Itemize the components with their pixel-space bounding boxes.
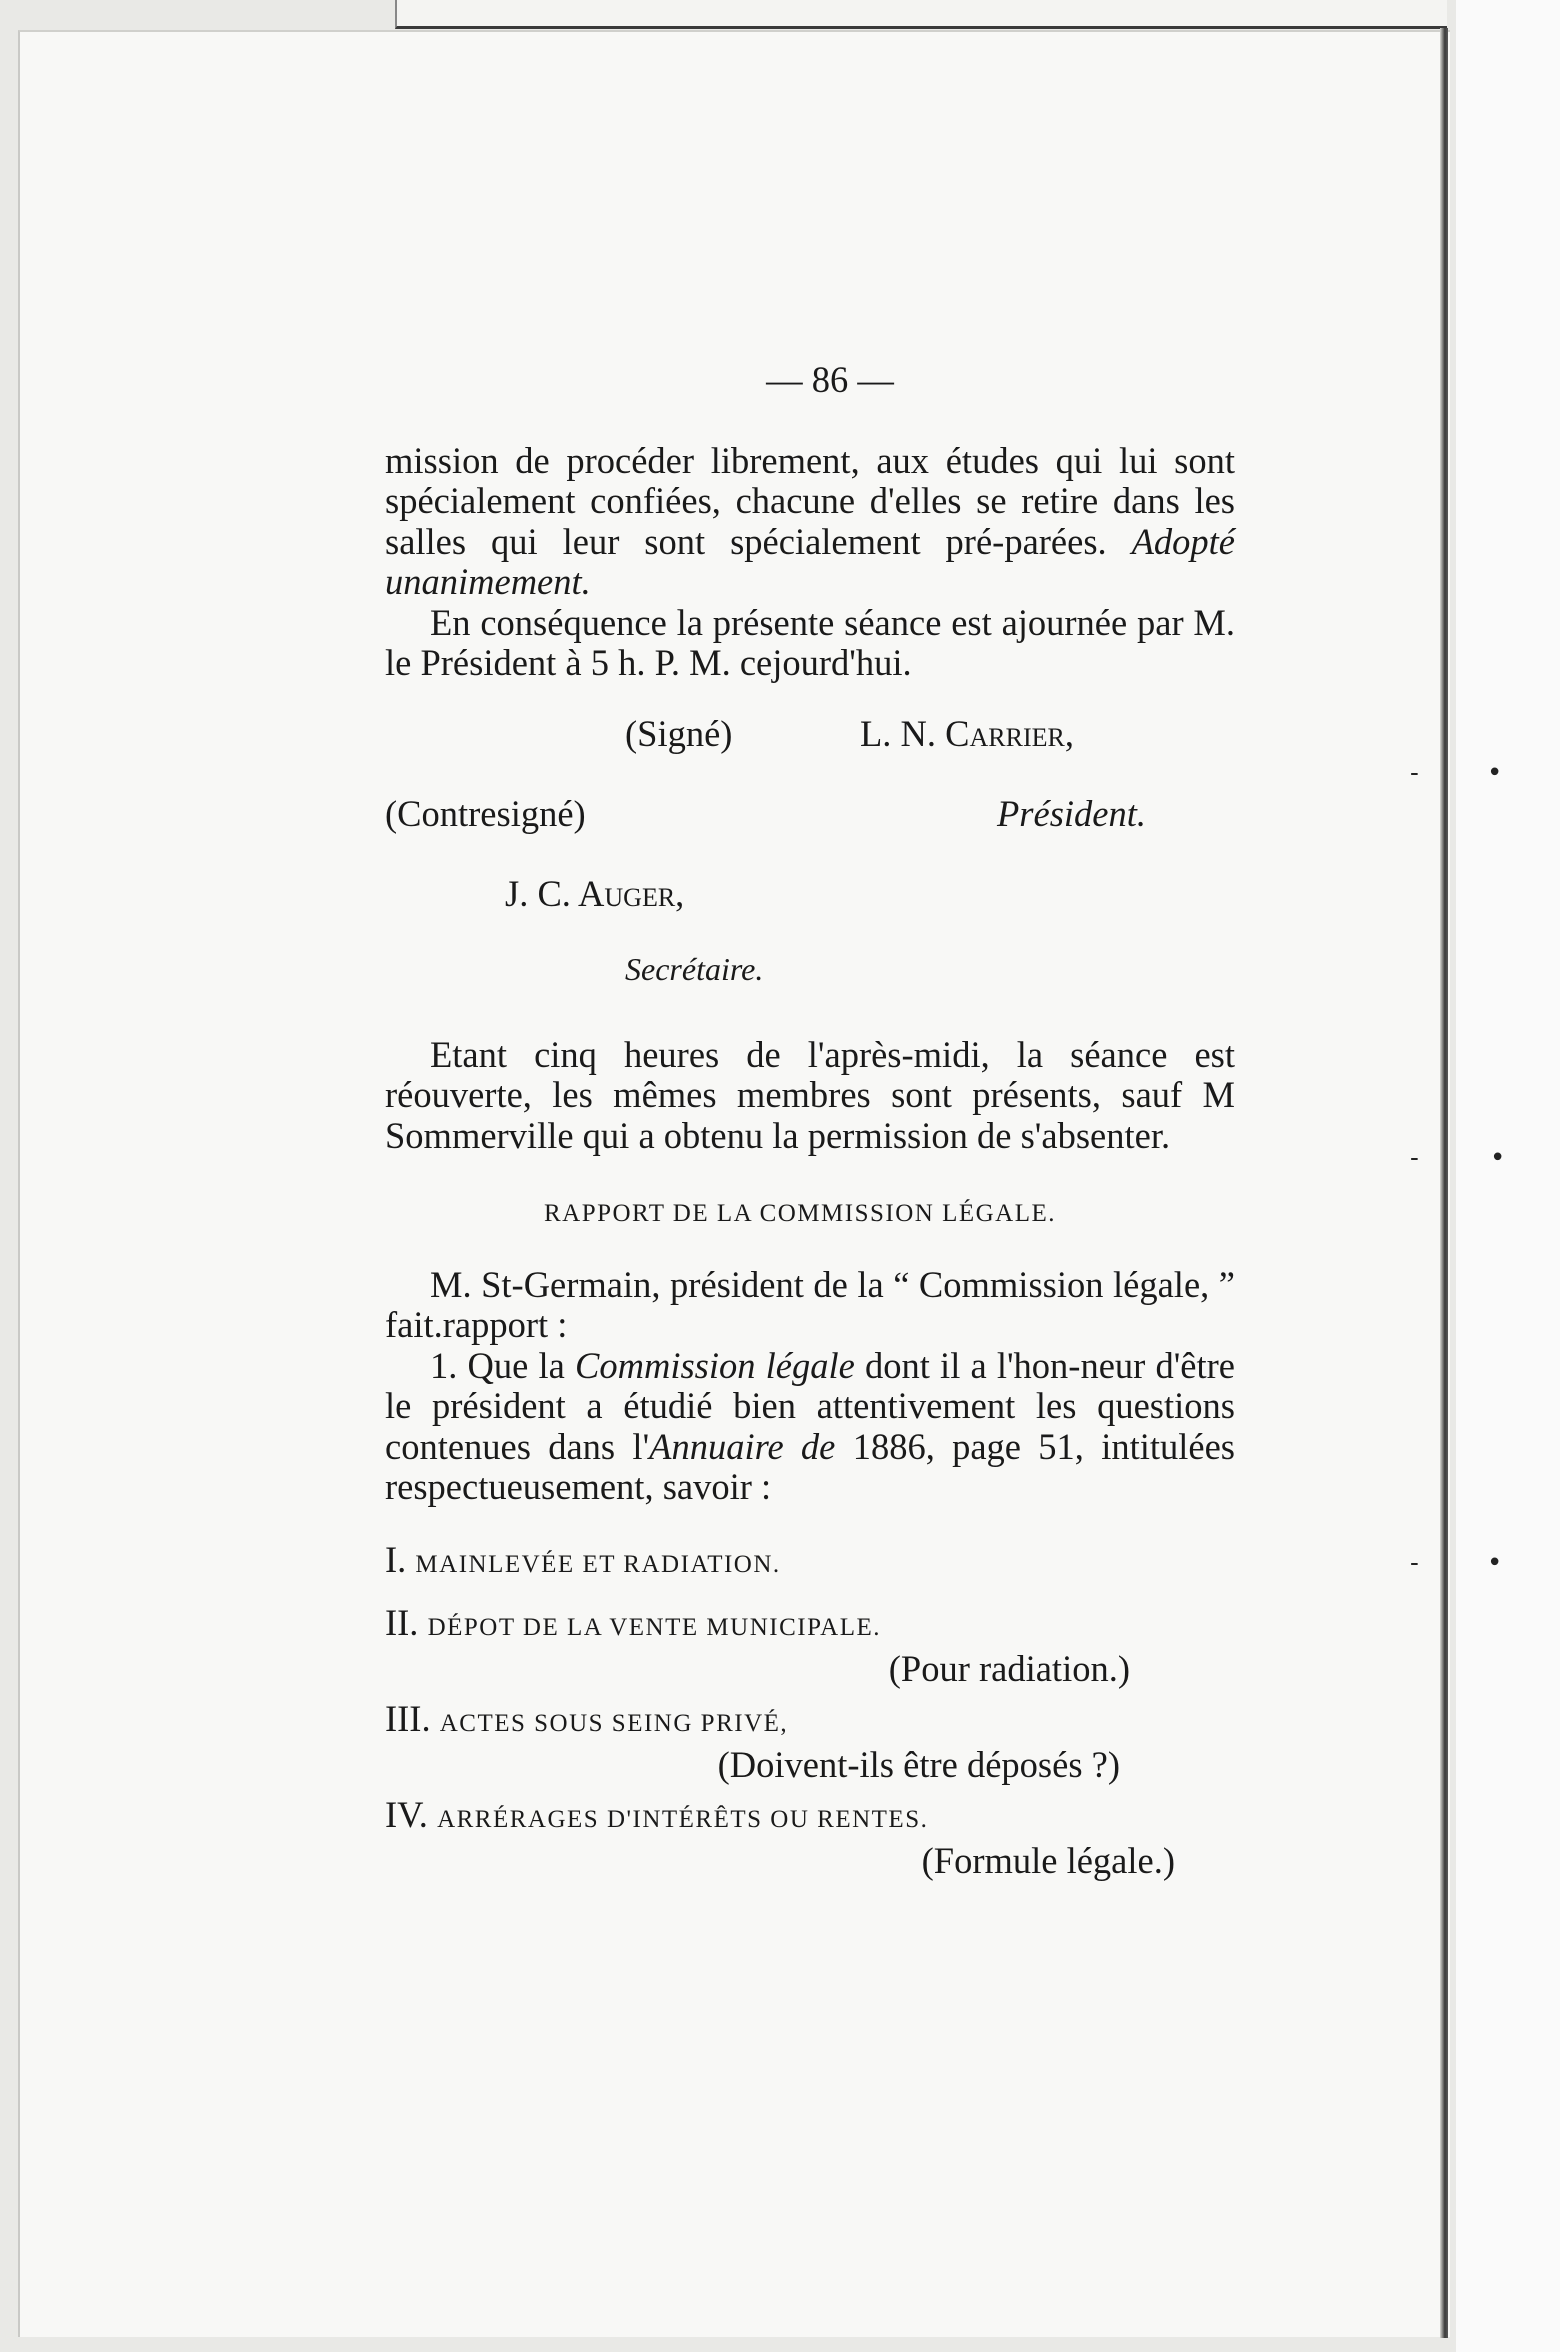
item-title: DÉPOT DE LA VENTE MUNICIPALE. [427,1614,882,1641]
item-number: III. [385,1698,431,1739]
paragraph-5 [385,1346,1235,1508]
margin-mark: • [1490,1143,1506,1173]
margin-mark: • [1487,1548,1503,1578]
secretaire-title: Secrétaire. [625,950,764,987]
list-item-3 [385,1699,1235,1745]
next-page-margin [1456,0,1560,2352]
auger-name: J. C. Auger, [505,872,685,914]
list-item-3-sub: (Doivent-ils être déposés ?) [717,1743,1120,1785]
paragraph-3: Etant cinq heures de l'après-midi, la séance est réouverte, les mêmes membres sont présents, sauf M Sommerville qui a obtenu la permission de s'absenter. [385,1033,1235,1156]
section-heading: RAPPORT DE LA COMMISSION LÉGALE. [543,1200,1057,1227]
paragraph-1-text: mission de procéder librement, aux études qui lui sont spécialement confiées, chacune d'elles se retire dans les salles qui leur sont spécialement pré-parées. [385,439,1235,562]
item-title: MAINLEVÉE ET RADIATION. [415,1550,781,1578]
list-item-4 [385,1795,1235,1841]
signature-row-4 [385,949,1235,989]
list-item-2-sub: (Pour radiation.) [888,1647,1130,1689]
p5-end: 1886, page 51, intitulées respectueusement, savoir : [385,1425,1236,1507]
item-title: ARRÉRAGES D'INTÉRÊTS OU RENTES. [437,1806,929,1833]
paragraph-1 [385,441,1235,603]
paragraph-2: En conséquence la présente séance est ajournée par M. le Président à 5 h. P. M. cejourd'hui. [385,601,1235,683]
page-edge-shadow [1440,28,1448,2338]
item-title: ACTES SOUS SEING PRIVÉ, [439,1710,789,1737]
president-title: Président. [997,792,1147,834]
list-item-1 [385,1540,1235,1586]
p5-start: 1. Que la [430,1344,565,1386]
item-number: I. [385,1538,407,1580]
paragraph-4: M. St-Germain, président de la “ Commission légale, ” fait.rapport : [385,1263,1235,1345]
adopted-note: Adopté unanimement. [385,520,1235,602]
item-number: IV. [385,1794,428,1835]
signature-row-3 [385,874,1235,914]
page-number: — 86 — [766,359,894,400]
page-text [385,360,1235,1881]
contresigne-label: (Contresigné) [385,792,586,834]
commission-legale-italic: Commission légale [575,1344,855,1386]
p5-mid: dont il a l'hon-neur d'être le président a étudié bien attentivement les questions contenues dans l' [385,1344,1235,1467]
signature-row-1 [385,714,1235,754]
carrier-name: L. N. Carrier, [860,712,1074,754]
signe-label: (Signé) [625,712,733,754]
annuaire-italic: Annuaire de [649,1425,836,1467]
top-page-strip [395,0,1447,29]
margin-mark: • [1487,758,1503,788]
question-list [385,1540,1235,1882]
margin-mark: - [1410,1548,1419,1578]
margin-mark: - [1410,1143,1419,1173]
item-number: II. [385,1602,419,1643]
list-item-2 [385,1603,1235,1649]
margin-mark: - [1410,758,1419,788]
list-item-4-sub: (Formule légale.) [921,1839,1175,1881]
signature-row-2 [385,794,1235,834]
